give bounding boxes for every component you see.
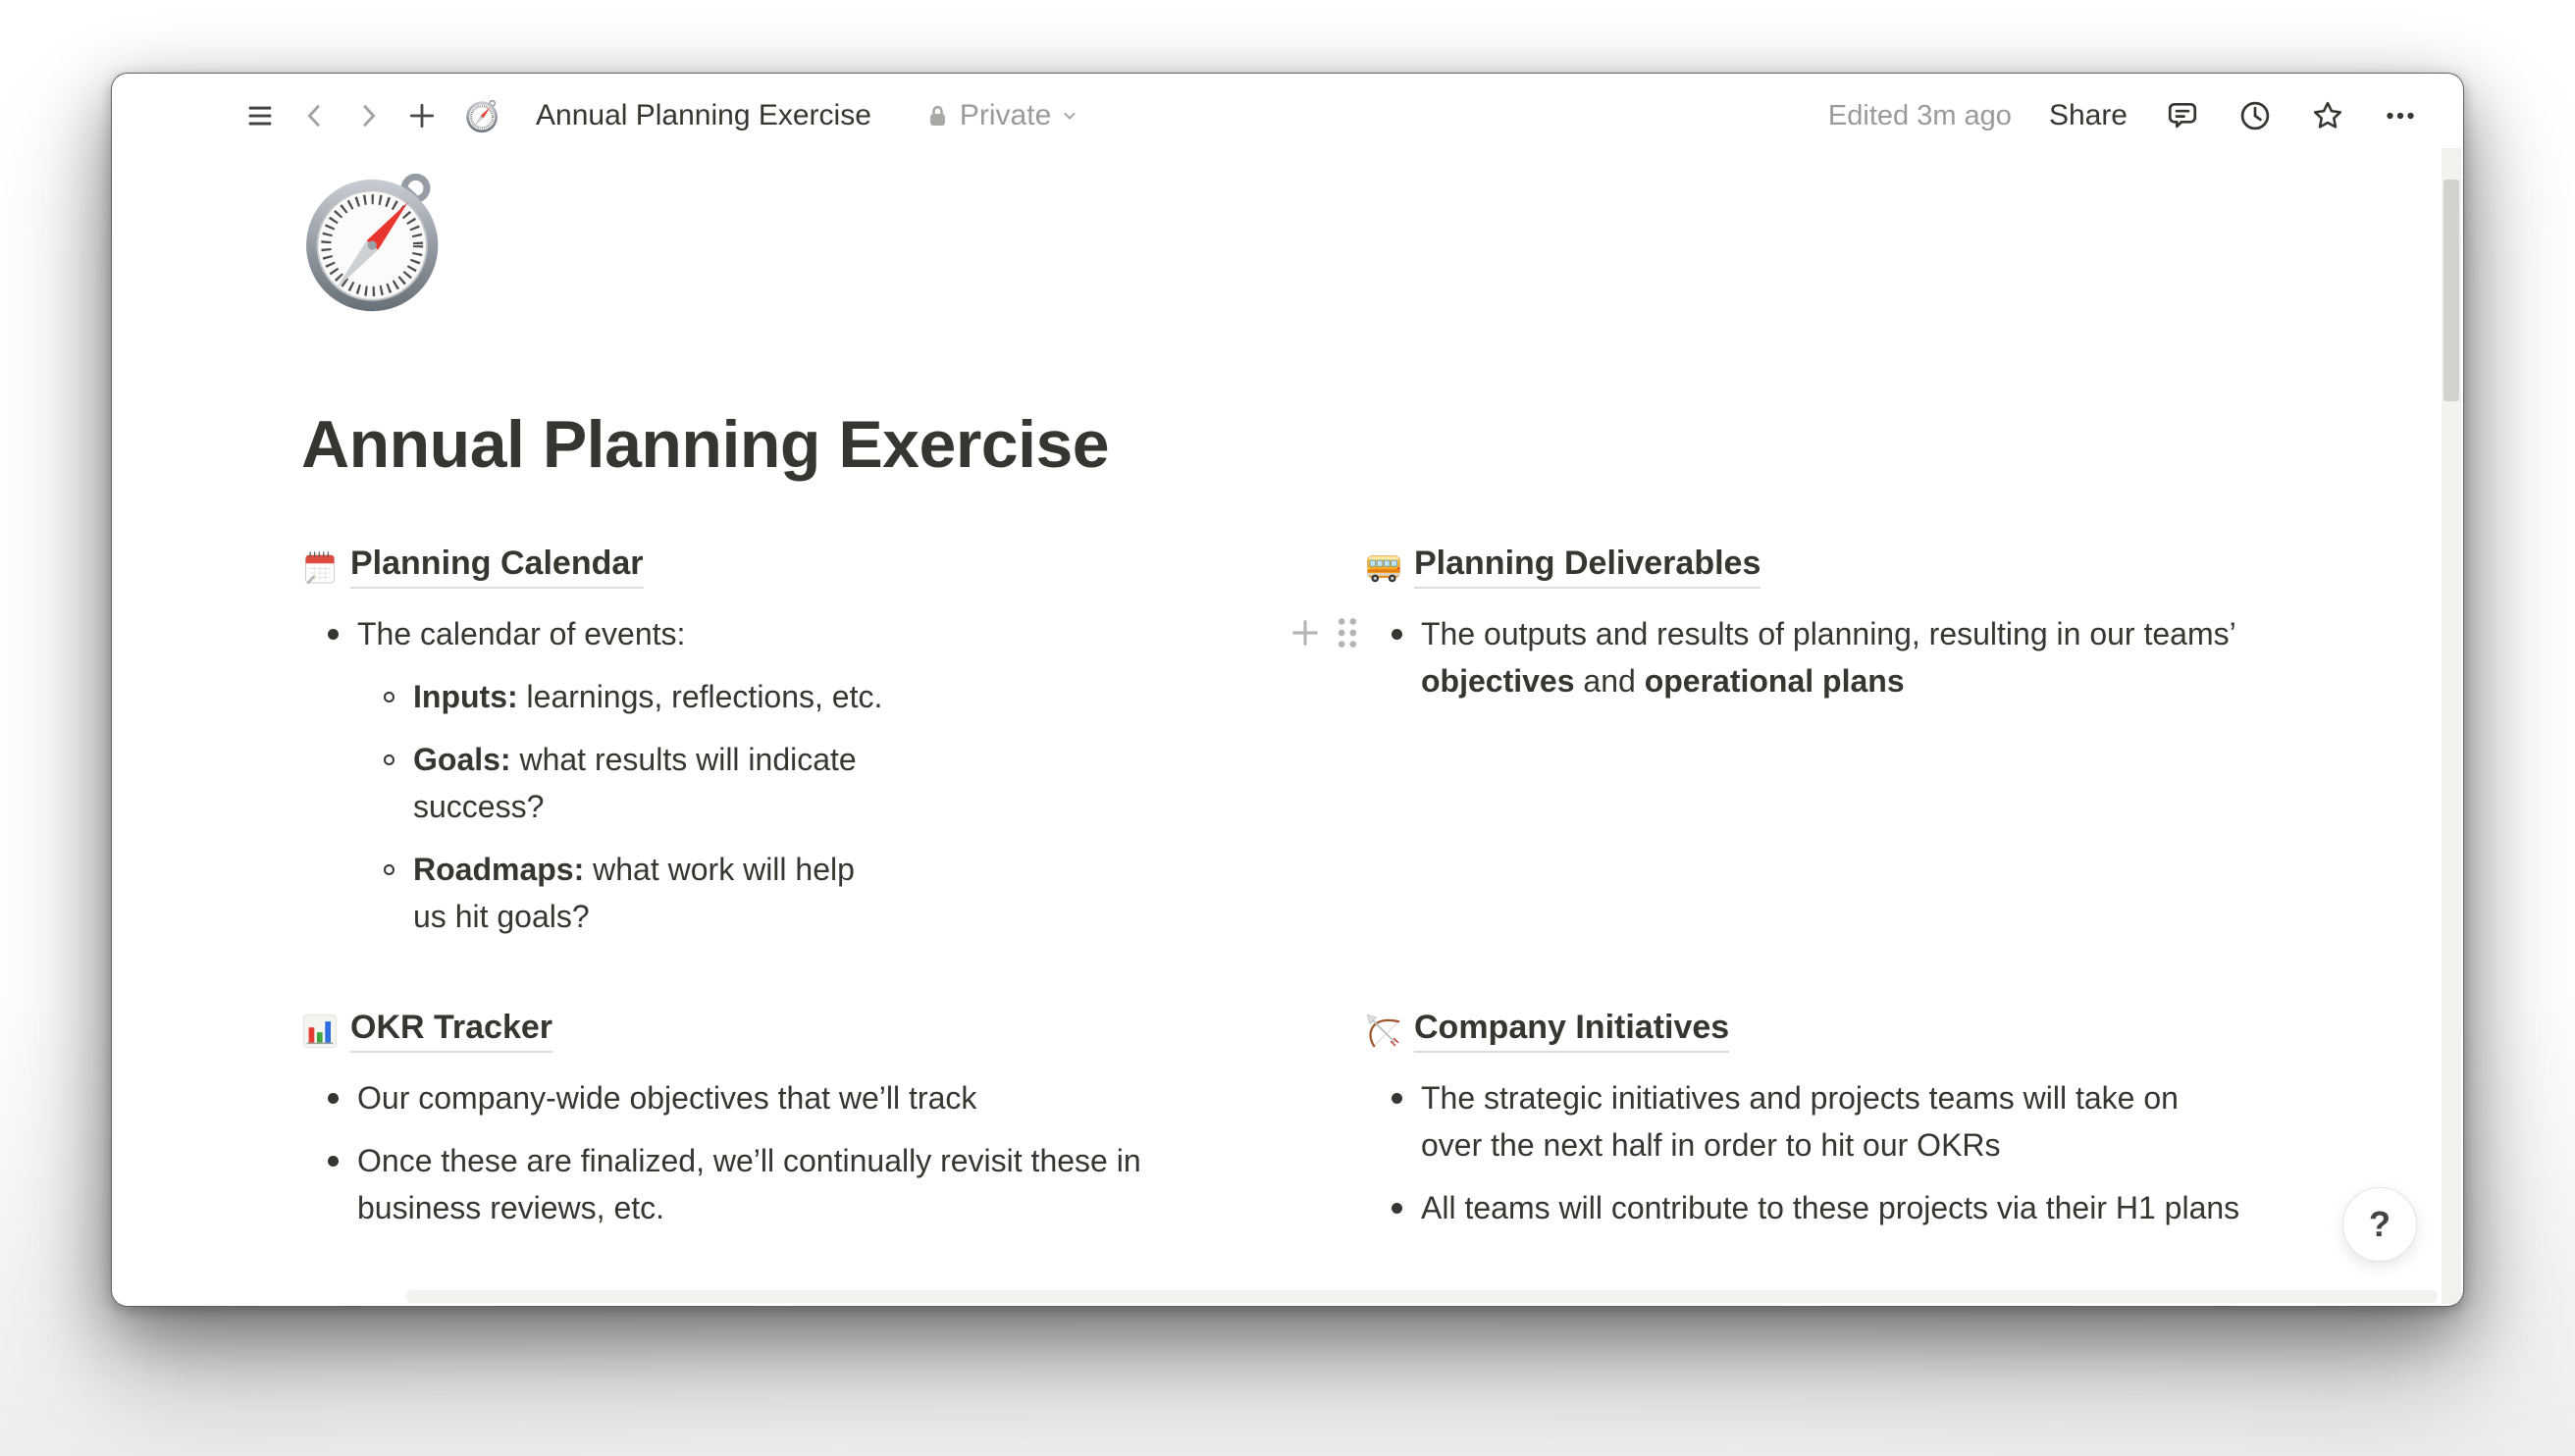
bullet-text: The calendar of events:: [357, 616, 686, 651]
page-body: [112, 166, 2463, 1231]
bullet-dot: [328, 1093, 339, 1104]
back-button[interactable]: [300, 101, 330, 130]
share-button[interactable]: Share: [2048, 99, 2128, 131]
page-title[interactable]: Annual Planning Exercise: [301, 407, 1110, 482]
bullet-dot: [328, 629, 339, 640]
updates-clock-icon: [2237, 98, 2273, 133]
menu-icon: [243, 99, 277, 132]
breadcrumb-page-title[interactable]: Annual Planning Exercise: [536, 99, 871, 131]
page-icon-compass-emoji[interactable]: [301, 166, 450, 315]
bullet-dot: [1392, 1203, 1402, 1214]
section-header-planning-deliverables: [1365, 545, 2248, 589]
section-planning-deliverables: [1365, 545, 2248, 940]
section-link-okr-tracker[interactable]: OKR Tracker: [350, 1009, 552, 1053]
more-button[interactable]: [2383, 98, 2418, 133]
vertical-scrollbar[interactable]: [2442, 148, 2461, 1304]
bullet-list: [1365, 610, 2248, 704]
vertical-scrollbar-thumb[interactable]: [2444, 180, 2459, 401]
new-page-icon: [406, 100, 438, 131]
school-bus-icon: [1365, 548, 1402, 586]
bullet-list: [301, 1074, 1189, 1231]
bullet-list: [301, 610, 890, 940]
bullet-list: [1365, 1074, 2248, 1231]
help-button[interactable]: [2342, 1187, 2417, 1262]
menu-button[interactable]: [243, 99, 277, 132]
bullet-dot: [328, 1156, 339, 1167]
spiral-calendar-icon: [301, 548, 339, 586]
block-hover-controls: [1288, 614, 1360, 651]
column-row-2: [301, 1009, 2463, 1231]
section-header-okr-tracker: [301, 1009, 1189, 1053]
bullet-item[interactable]: [301, 846, 890, 940]
toolbar-right-group: [1828, 98, 2418, 133]
back-icon: [300, 101, 330, 130]
privacy-label: Private: [959, 99, 1052, 131]
bullet-text: Our company-wide objectives that we’ll track: [357, 1080, 977, 1116]
section-header-planning-calendar: [301, 545, 890, 589]
horizontal-scrollbar[interactable]: [406, 1290, 2438, 1303]
bullet-text: Once these are finalized, we’ll continually revisit these in business reviews, etc.: [357, 1143, 1141, 1225]
bullet-item[interactable]: [1365, 610, 2248, 704]
edited-timestamp: Edited 3m ago: [1827, 99, 2012, 131]
bullet-item[interactable]: [301, 610, 890, 657]
add-block-icon[interactable]: [1288, 615, 1323, 650]
bullet-text: The outputs and results of planning, resulting in our teams’ objectives and operational plans: [1421, 616, 2235, 699]
bullet-item[interactable]: [1365, 1074, 2248, 1169]
updates-button[interactable]: [2237, 98, 2273, 133]
comments-icon: [2165, 98, 2200, 133]
section-company-initiatives: [1365, 1009, 2248, 1231]
section-header-company-initiatives: [1365, 1009, 2248, 1053]
bullet-text: All teams will contribute to these projects via their H1 plans: [1421, 1190, 2240, 1225]
compass-favicon-icon: [465, 98, 500, 133]
favorite-button[interactable]: [2310, 98, 2345, 133]
bullet-item[interactable]: [301, 673, 890, 720]
notion-window: [111, 73, 2464, 1307]
bullet-item[interactable]: [301, 1074, 1189, 1121]
section-link-company-initiatives[interactable]: Company Initiatives: [1414, 1009, 1729, 1053]
favorite-star-icon: [2310, 98, 2345, 133]
bullet-circle: [384, 864, 394, 875]
column-row-1: [301, 545, 2463, 940]
bow-and-arrow-icon: [1365, 1013, 1402, 1050]
chevron-down-icon: [1060, 106, 1079, 126]
bullet-text: The strategic initiatives and projects teams will take on over the next half in order to hit our OKRs: [1421, 1080, 2179, 1163]
bullet-circle: [384, 754, 394, 765]
bar-chart-icon: [301, 1013, 339, 1050]
bullet-item[interactable]: [1365, 1184, 2248, 1231]
section-planning-calendar: [301, 545, 890, 940]
bullet-circle: [384, 692, 394, 702]
new-page-button[interactable]: [406, 100, 438, 131]
toolbar-left-group: [243, 98, 1079, 133]
drag-handle-icon[interactable]: [1335, 614, 1360, 651]
toolbar: [112, 74, 2463, 152]
bullet-dot: [1392, 1093, 1402, 1104]
help-label: ?: [2369, 1204, 2391, 1244]
section-link-planning-calendar[interactable]: Planning Calendar: [350, 545, 644, 589]
forward-button[interactable]: [353, 101, 383, 130]
comments-button[interactable]: [2165, 98, 2200, 133]
bullet-text: Inputs: learnings, reflections, etc.: [413, 679, 883, 714]
privacy-button[interactable]: [924, 99, 1079, 132]
bullet-item[interactable]: [301, 736, 890, 830]
lock-icon: [924, 103, 951, 130]
bullet-item[interactable]: [301, 1137, 1189, 1231]
bullet-dot: [1392, 629, 1402, 640]
bullet-text: Goals: what results will indicate success?: [413, 742, 857, 824]
more-ellipsis-icon: [2383, 98, 2418, 133]
forward-icon: [353, 101, 383, 130]
section-link-planning-deliverables[interactable]: Planning Deliverables: [1414, 545, 1760, 589]
section-okr-tracker: [301, 1009, 1189, 1231]
bullet-text: Roadmaps: what work will help us hit goals?: [413, 852, 855, 934]
